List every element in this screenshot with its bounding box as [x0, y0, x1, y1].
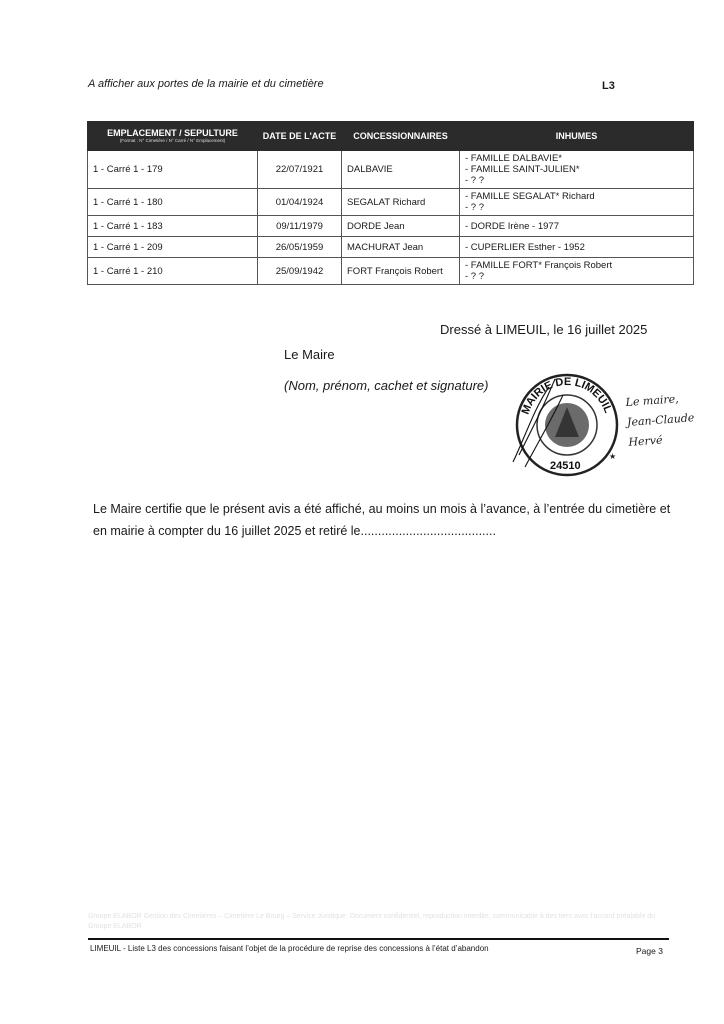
- column-header-concessionnaires: CONCESSIONNAIRES: [342, 122, 460, 151]
- inhume-line: - FAMILLE DALBAVIE*: [465, 153, 562, 164]
- cell-inhumes: [460, 216, 694, 237]
- footer-divider: [88, 938, 669, 940]
- cell-date: 09/11/1979: [258, 216, 342, 237]
- column-header-emplacement: EMPLACEMENT / SEPULTURE (Format : N° Cimetière / N° Carré / N° Emplacement): [88, 122, 258, 151]
- inhume-line: - ? ?: [465, 175, 485, 186]
- table-header-row: [88, 122, 694, 151]
- table-row: [88, 237, 694, 258]
- table-row: [88, 258, 694, 285]
- page-number: Page 3: [636, 946, 663, 956]
- table-row: [88, 216, 694, 237]
- cell-date: 26/05/1959: [258, 237, 342, 258]
- header-note: A afficher aux portes de la mairie et du cimetière: [88, 78, 324, 90]
- cell-date: 25/09/1942: [258, 258, 342, 285]
- svg-text:★: ★: [609, 452, 617, 461]
- footer-text: LIMEUIL - Liste L3 des concessions faisant l’objet de la procédure de reprise des concessions à l’état d’abandon: [90, 944, 489, 953]
- inhume-line: - FAMILLE SEGALAT* Richard: [465, 191, 595, 202]
- cell-concessionnaire: FORT François Robert: [342, 258, 460, 285]
- cell-concessionnaire: DORDE Jean: [342, 216, 460, 237]
- svg-text:24510: 24510: [550, 460, 581, 472]
- column-header-date: DATE DE L'ACTE: [258, 122, 342, 151]
- inhume-line: - ? ?: [465, 202, 485, 213]
- inhume-line: - CUPERLIER Esther - 1952: [465, 241, 585, 253]
- cell-inhumes: [460, 237, 694, 258]
- cell-concessionnaire: DALBAVIE: [342, 151, 460, 189]
- cell-emplacement: 1 - Carré 1 - 210: [88, 258, 258, 285]
- cell-emplacement: 1 - Carré 1 - 179: [88, 151, 258, 189]
- column-header-inhumes: INHUMES: [460, 122, 694, 151]
- cell-inhumes: [460, 189, 694, 216]
- faint-footer-text: Groupe ELABOR Gestion des Cimetières – Cimetière Le Bourg – Service Juridique. Document confidentiel, reproduction interdite, communicable à des tiers avec l'accord préalable du Groupe ELABOR: [88, 913, 656, 930]
- inhume-line: - FAMILLE SAINT-JULIEN*: [465, 164, 580, 175]
- cell-date: 22/07/1921: [258, 151, 342, 189]
- certification-text: Le Maire certifie que le présent avis a été affiché, au moins un mois à l’avance, à l’entrée du cimetière et en mairie à compter du 16 juillet 2025 et retiré le.......................................: [93, 502, 671, 538]
- cell-inhumes: [460, 151, 694, 189]
- cell-inhumes: [460, 258, 694, 285]
- dresse-line: Dressé à LIMEUIL, le 16 juillet 2025: [440, 322, 648, 337]
- cell-emplacement: 1 - Carré 1 - 180: [88, 189, 258, 216]
- inhume-line: - FAMILLE FORT* François Robert: [465, 260, 613, 271]
- cell-emplacement: 1 - Carré 1 - 183: [88, 216, 258, 237]
- inhume-line: - DORDE Irène - 1977: [465, 220, 559, 232]
- signature-instructions: (Nom, prénom, cachet et signature): [284, 378, 489, 393]
- cell-date: 01/04/1924: [258, 189, 342, 216]
- mairie-seal-stamp: [505, 367, 625, 482]
- cell-emplacement: 1 - Carré 1 - 209: [88, 237, 258, 258]
- cell-concessionnaire: MACHURAT Jean: [342, 237, 460, 258]
- handwritten-signature: Le maire, Jean-Claude Hervé: [625, 392, 695, 449]
- mayor-title: Le Maire: [284, 347, 335, 362]
- table-row: [88, 151, 694, 189]
- inhume-line: - ? ?: [465, 271, 485, 282]
- concessions-table: [87, 121, 694, 285]
- list-code: L3: [602, 80, 615, 92]
- svg-text:MAIRIE DE LIMEUIL: MAIRIE DE LIMEUIL: [519, 375, 614, 417]
- table-row: [88, 189, 694, 216]
- cell-concessionnaire: SEGALAT Richard: [342, 189, 460, 216]
